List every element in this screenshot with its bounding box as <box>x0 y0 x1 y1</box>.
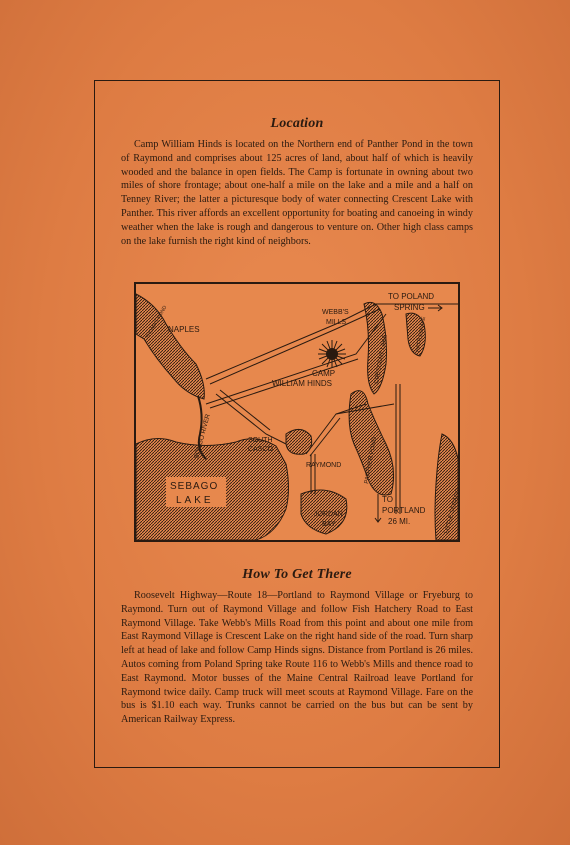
naples-label: NAPLES <box>168 325 200 334</box>
casco-label: CASCO <box>248 446 273 453</box>
rattlesnake-label: RATTLESNAKE <box>415 316 428 353</box>
to-poland-label: TO POLAND <box>388 292 435 301</box>
distance-label: 26 MI. <box>388 517 411 526</box>
portland-arrow <box>375 494 381 522</box>
thomas-pond-shape <box>286 429 312 454</box>
location-heading: Location <box>270 116 324 131</box>
sebago-label: SEBAGO <box>170 481 219 492</box>
bay-label: BAY <box>322 521 336 528</box>
portland-label: PORTLAND <box>382 506 426 515</box>
area-map <box>134 282 463 542</box>
songo-river-label: SONGO RIVER <box>193 413 212 460</box>
south-label: SOUTH <box>248 437 273 444</box>
william-hinds-label: WILLIAM HINDS <box>272 379 333 388</box>
mills-label: MILLS <box>326 319 347 326</box>
camp-marker <box>318 340 346 368</box>
spring-label: SPRING <box>394 303 425 312</box>
poland-arrow <box>428 305 442 311</box>
thomas-pond-label: THOMAS POND <box>144 304 169 340</box>
directions-heading: How To Get There <box>242 567 352 582</box>
panther-pond-label: PANTHER POND <box>364 436 379 485</box>
map-drawing <box>136 284 463 540</box>
webbs-label: WEBB'S <box>322 309 349 316</box>
long-lake-shape <box>136 294 204 399</box>
raymond-label: RAYMOND <box>306 462 342 469</box>
camp-label: CAMP <box>312 369 336 378</box>
to-label: TO <box>382 495 393 504</box>
little-sebago-label: LITTLE SEBAGO <box>444 487 463 535</box>
crescent-lake-label: CRESCENT LAKE <box>374 334 389 385</box>
directions-paragraph: Roosevelt Highway—Route 18—Portland to Raymond Village or Fryeburg to Raymond. Turn out of Raymond Village and follow Fish Hatchery Road to East Raymond Village. Take Webb's Mills Road from this point and about one mile from East Raymond Village is Crescent Lake on the right hand side of the road. Turn sharp left at head of lake and follow Camp Hinds signs. Distance from Portland is 26 miles. Autos coming from Poland Spring take Route 116 to Webb's Mills and thence road to East Raymond. Motor busses of the Maine Central Railroad leave Portland for Raymond twice daily. Camp truck will meet scouts at Raymond Village. Fare on the bus is $1.10 each way. Trunks cannot be carried on the bus but can be sent by American Railway Express. <box>121 590 473 726</box>
lake-label: LAKE <box>176 495 214 506</box>
location-paragraph: Camp William Hinds is located on the Northern end of Panther Pond in the town of Raymond and comprises about 125 acres of land, about half of which is heavily wooded and the balance in open fields. The Camp is fortunate in owning about two miles of shore frontage; about one-half a mile on the lake and a mile and a half on Tenney River; the latter a picturesque body of water connecting Crescent Lake with Panther. This river affords an excellent opportunity for boating and canoeing in windy weather when the lake is rough and dangerous to venture on. Other high class camps on the lake furnish the right kind of neighbors. <box>121 139 473 247</box>
jordan-label: JORDAN <box>314 511 343 518</box>
